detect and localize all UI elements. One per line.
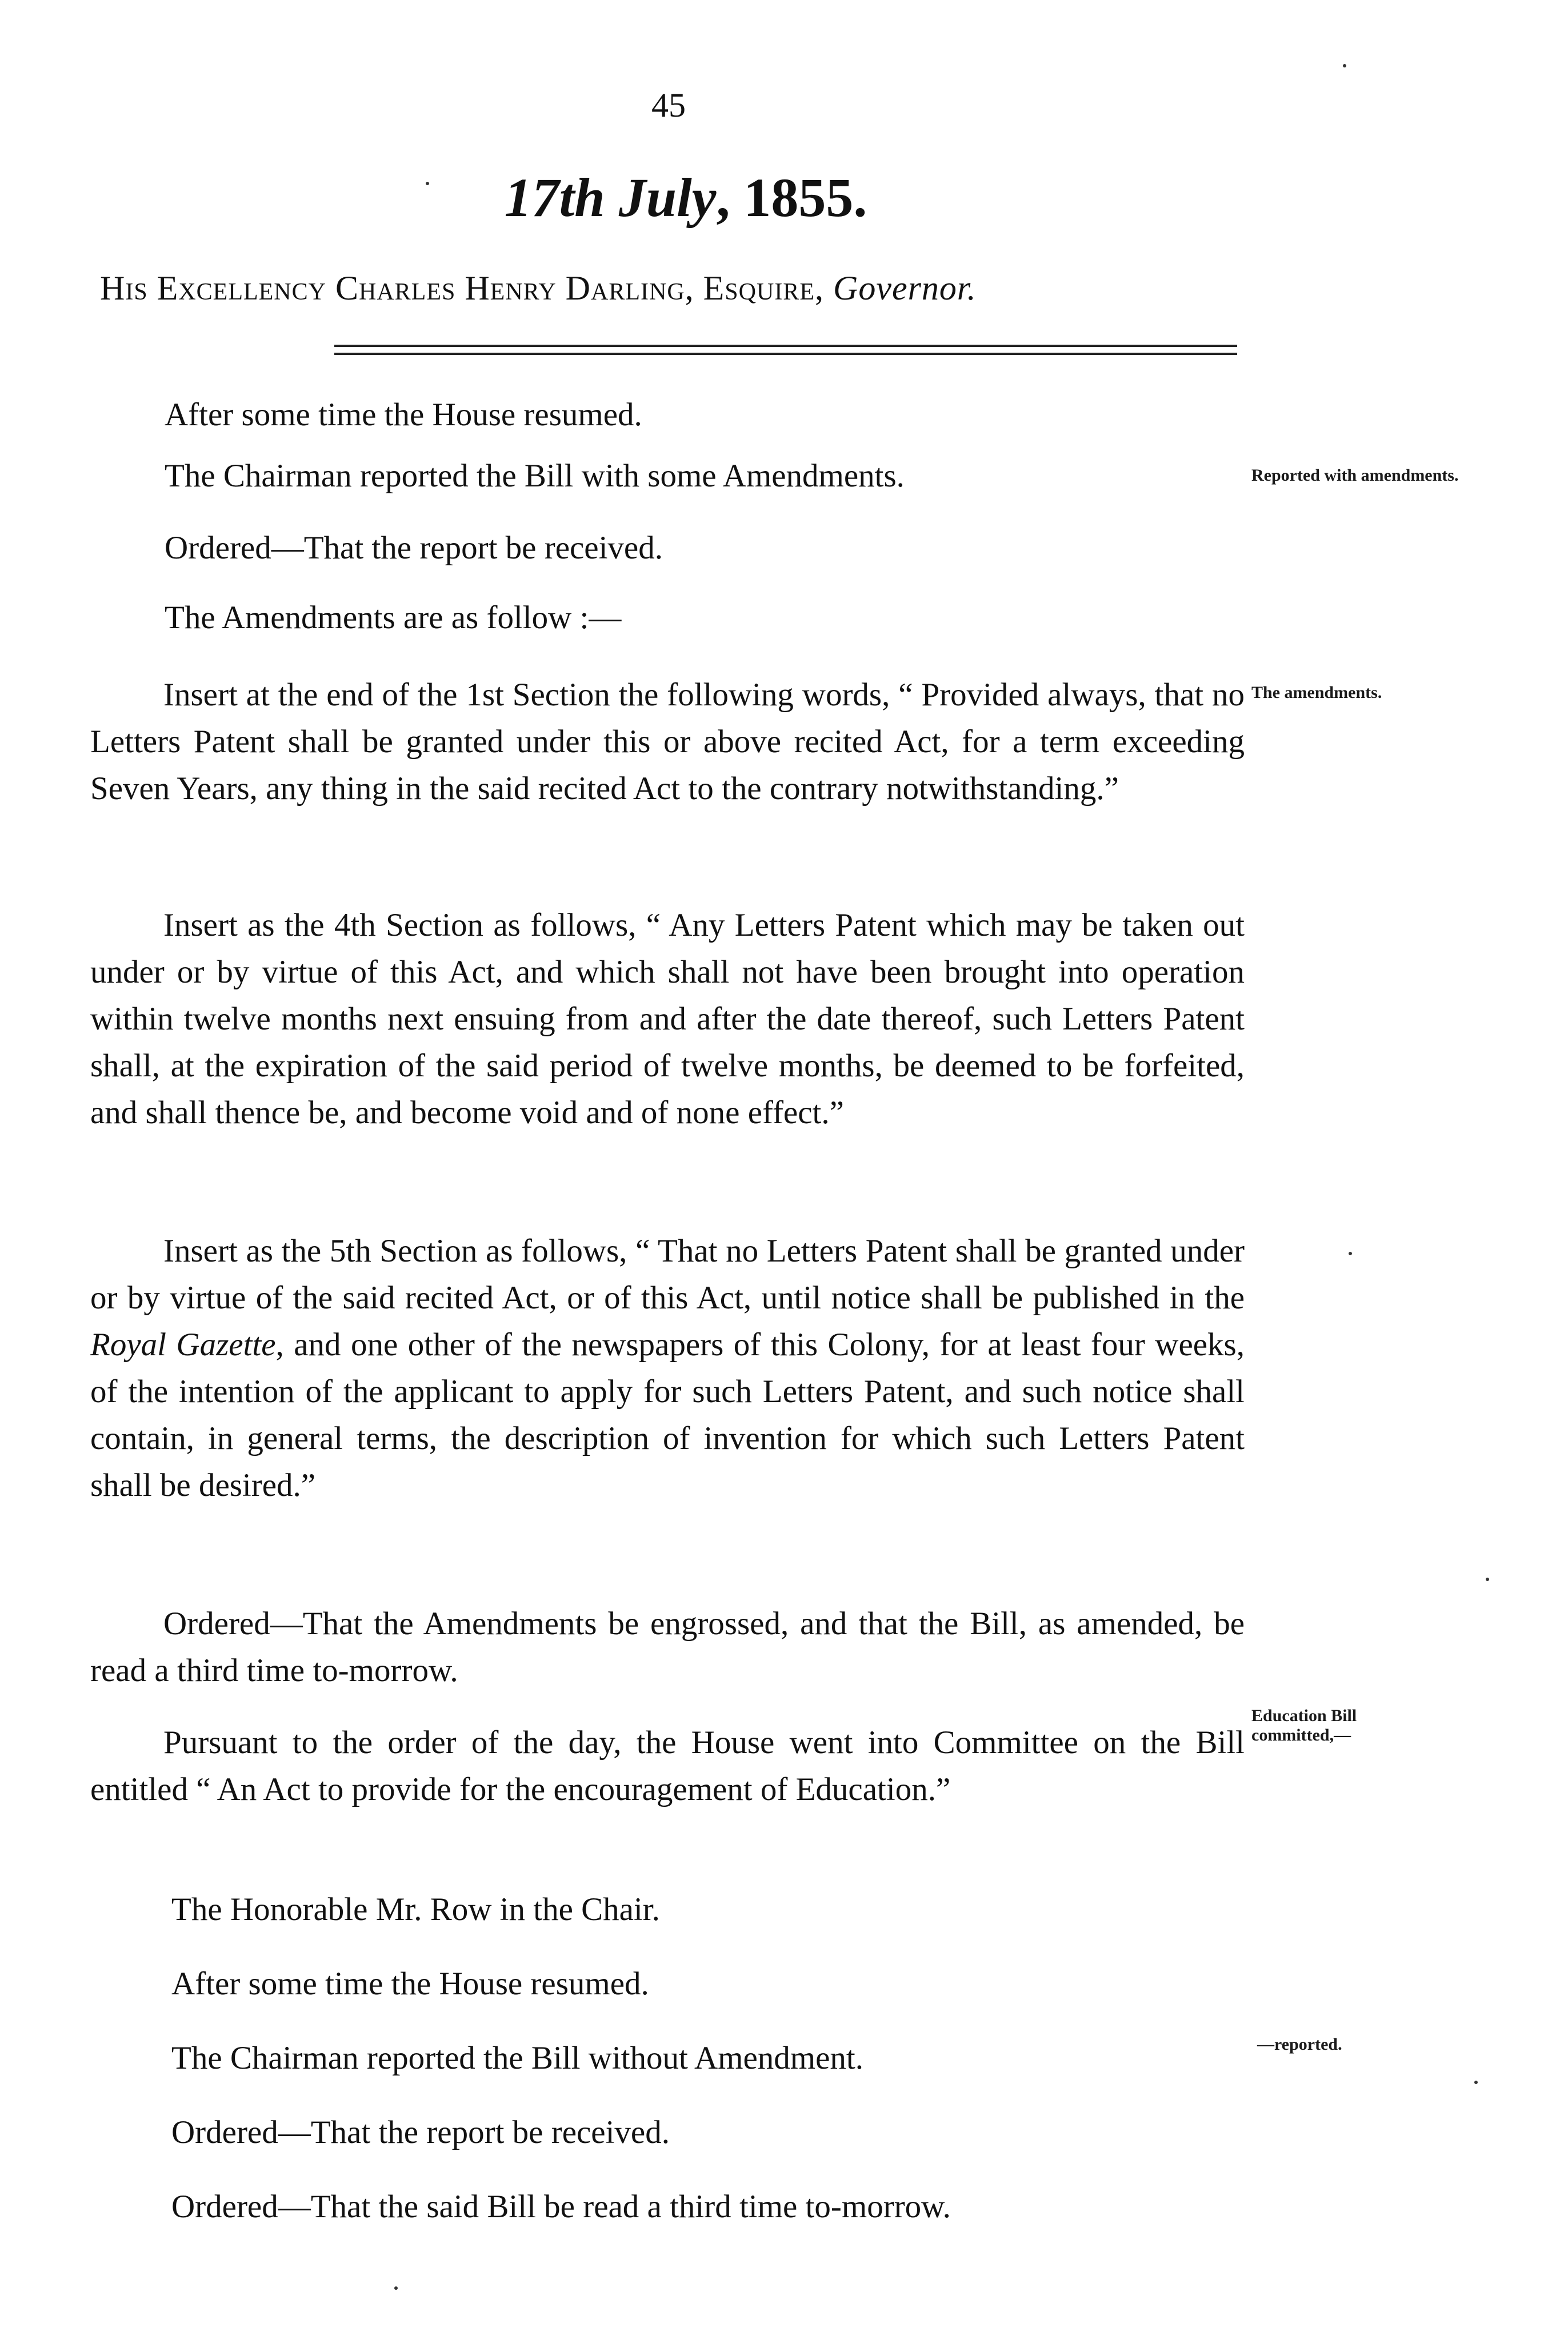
- chair-line: The Honorable Mr. Row in the Chair.: [171, 1891, 660, 1927]
- ink-speck: [1349, 1252, 1352, 1255]
- ordered-report-line-2: Ordered—That the report be received.: [171, 2114, 670, 2150]
- house-resumed-line-2: After some time the House resumed.: [171, 1966, 649, 2002]
- margin-note-reported: —reported.: [1257, 2035, 1342, 2054]
- governor-name: His Excellency Charles Henry Darling, Esquire,: [100, 269, 833, 307]
- amendment-fourth-section: Insert as the 4th Section as follows, “ Any Letters Patent which may be taken out under or by virtue of this Act, and which shall not have been brought into operation within twelve months next ensuing from and after the date thereof, such Letters Patent shall, at the expiration of the said period of twelve months, be deemed to be forfeited, and shall thence be, and become void and of none effect.”: [90, 907, 1245, 1131]
- date-year: , 1855.: [716, 167, 867, 228]
- governor-title: Governor.: [833, 269, 977, 307]
- education-committee: Pursuant to the order of the day, the House went into Committee on the Bill entitled “ An Act to provide for the encouragement of Education.”: [90, 1725, 1245, 1807]
- amendment-fifth-text-start: Insert as the 5th Section as follows, “ That no Letters Patent shall be granted under or by virtue of the said recited Act, or of this Act, until notice shall be published in the: [90, 1233, 1245, 1316]
- ink-speck: [1474, 2081, 1478, 2084]
- amendment-first-section: Insert at the end of the 1st Section the following words, “ Provided always, that no Letters Patent shall be granted under this or above recited Act, for a term exceeding Seven Years, any thing in the said recited Act to the contrary notwithstanding.”: [90, 677, 1245, 807]
- amendment-fifth-section: [90, 1228, 1245, 1509]
- amendments-follow-line: The Amendments are as follow :—: [165, 600, 622, 636]
- third-reading-line: Ordered—That the said Bill be read a third time to-morrow.: [171, 2189, 951, 2225]
- header-rule-top: [334, 345, 1237, 347]
- header-rule-bottom: [334, 353, 1237, 355]
- house-resumed-line: After some time the House resumed.: [165, 397, 642, 433]
- margin-note-education-committed: Education Bill committed,—: [1251, 1706, 1357, 1745]
- amendment-fifth-text-end: , and one other of the newspapers of this Colony, for at least four weeks, of the intention of the applicant to apply for such Letters Patent, and such notice shall contain, in general terms, the description of invention for which such Letters Patent shall be desired.”: [90, 1327, 1245, 1503]
- date-day: 17th July: [504, 167, 717, 228]
- ink-speck: [1343, 64, 1346, 67]
- royal-gazette: Royal Gazette: [90, 1327, 276, 1363]
- chairman-reported-line: The Chairman reported the Bill with some Amendments.: [165, 458, 905, 494]
- margin-note-reported-amended: Reported with amendments.: [1251, 466, 1459, 485]
- page-number: 45: [651, 86, 686, 124]
- margin-note-amendments: The amendments.: [1251, 683, 1382, 702]
- date-heading: [400, 166, 971, 229]
- ordered-engrossed: Ordered—That the Amendments be engrossed, and that the Bill, as amended, be read a third time to-morrow.: [90, 1606, 1245, 1689]
- ordered-report-line: Ordered—That the report be received.: [165, 530, 663, 566]
- reported-without-line: The Chairman reported the Bill without Amendment.: [171, 2040, 863, 2076]
- ink-speck: [1486, 1578, 1489, 1581]
- governor-line: [100, 269, 1243, 308]
- ink-speck: [426, 182, 429, 185]
- ink-speck: [394, 2286, 398, 2290]
